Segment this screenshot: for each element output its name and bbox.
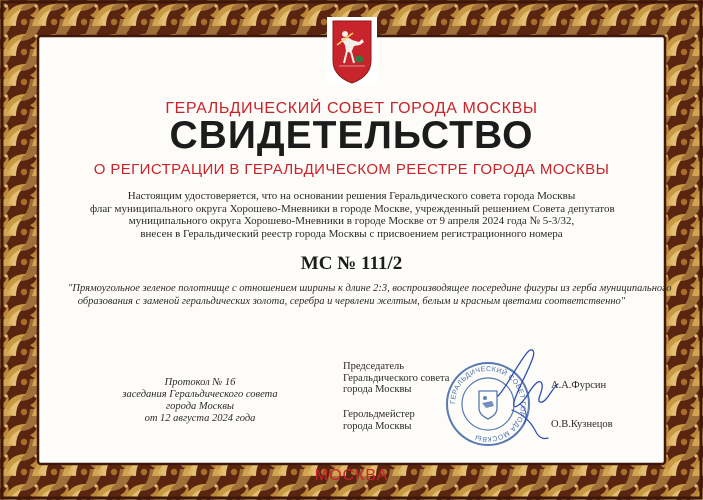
chairman-title: [343, 361, 449, 396]
flag-description: [68, 282, 672, 308]
body-line: внесен в Геральдический реестр города Москвы с присвоением регистрационного номера: [140, 227, 563, 240]
certificate-body-text: [90, 190, 613, 240]
chairman-title-line: Геральдического совета: [343, 372, 450, 384]
body-line: флаг муниципального округа Хорошево-Мневники в городе Москве, учрежденный решением Совета депутатов: [90, 202, 615, 215]
protocol-line: Протокол № 16: [164, 377, 236, 388]
chairman-name: А.А.Фурсин: [551, 380, 607, 391]
protocol-line: от 12 августа 2024 года: [144, 413, 256, 424]
herald-title-line: города Москвы: [343, 420, 412, 432]
description-line: "Прямоугольное зеленое полотнище с отношением ширины к длине 2:3, воспроизводящее посередине фигуры из герба муниципального: [68, 283, 672, 294]
herald-title-line: Герольдмейстер: [343, 409, 415, 420]
protocol-line: города Москвы: [166, 401, 234, 412]
description-line: образования с заменой геральдических золота, серебра и червлени желтым, белым и красным цветами соответственно": [77, 296, 626, 307]
herald-title: [343, 409, 415, 432]
body-line: муниципального округа Хорошево-Мневники в городе Москве от 9 апреля 2024 года № 5-3/32,: [128, 215, 575, 227]
seal-text: ГЕРАЛЬДИЧЕСКИЙ СОВЕТ ГОРОДА МОСКВЫ: [449, 365, 527, 443]
protocol-line: заседания Геральдического совета: [122, 389, 278, 400]
registry-subtitle: О РЕГИСТРАЦИИ В ГЕРАЛЬДИЧЕСКОМ РЕЕСТРЕ ГОРОДА МОСКВЫ: [93, 161, 610, 178]
council-heading: ГЕРАЛЬДИЧЕСКИЙ СОВЕТ ГОРОДА МОСКВЫ: [165, 100, 538, 117]
registration-number: МС № 111/2: [300, 253, 403, 274]
moscow-coat-of-arms-icon: [327, 17, 377, 85]
protocol-info: [120, 377, 280, 425]
herald-name: О.В.Кузнецов: [551, 419, 613, 430]
chairman-title-line: города Москвы: [343, 384, 412, 395]
certificate-title: СВИДЕТЕЛЬСТВО: [169, 114, 534, 157]
body-line: Настоящим удостоверяется, что на основании решения Геральдического совета города Москвы: [127, 190, 576, 202]
city-footer: МОСКВА: [314, 467, 389, 484]
chairman-title-line: Председатель: [343, 361, 405, 372]
